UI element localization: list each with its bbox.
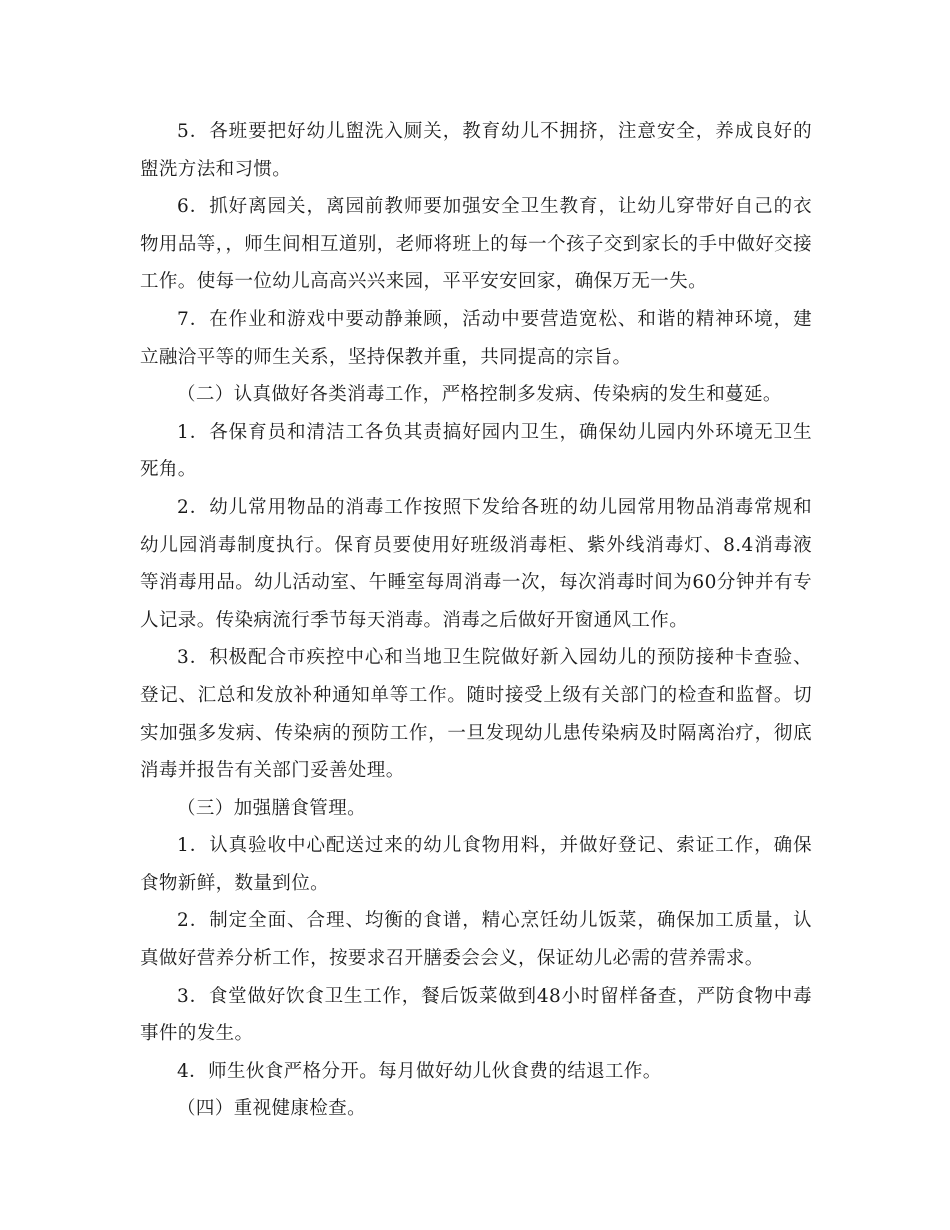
paragraph-disinfection-1: 1．各保育员和清洁工各负其责搞好园内卫生，确保幼儿园内外环境无卫生死角。: [140, 421, 812, 481]
section-heading-meals: （三）加强膳食管理。: [177, 797, 367, 819]
paragraph-item-7-activities: 7．在作业和游戏中要动静兼顾，活动中要营造宽松、和谐的精神环境，建立融洽平等的师生关系，坚持保教并重，共同提高的宗旨。: [140, 308, 812, 368]
paragraph-item-6-leaving: 6．抓好离园关，离园前教师要加强安全卫生教育，让幼儿穿带好自己的衣物用品等，，师生间相互道别，老师将班上的每一个孩子交到家长的手中做好交接工作。使每一位幼儿高高兴兴来园，平平安安回家，确保万无一失。: [140, 196, 812, 293]
section-heading-health-check: （四）重视健康检查。: [177, 1098, 367, 1120]
document-body: [140, 113, 812, 1128]
section-heading-disinfection: （二）认真做好各类消毒工作，严格控制多发病、传染病的发生和蔓延。: [177, 384, 782, 406]
paragraph-meals-1: 1．认真验收中心配送过来的幼儿食物用料，并做好登记、索证工作，确保食物新鲜，数量到位。: [140, 835, 812, 894]
paragraph-disinfection-3: 3．积极配合市疾控中心和当地卫生院做好新入园幼儿的预防接种卡查验、登记、汇总和发放补种通知单等工作。随时接受上级有关部门的检查和监督。切实加强多发病、传染病的预防工作，一旦发现幼儿患传染病及时隔离治疗，彻底消毒并报告有关部门妥善处理。: [140, 647, 812, 782]
paragraph-item-5-washing: 5．各班要把好幼儿盥洗入厕关，教育幼儿不拥挤，注意安全，养成良好的盥洗方法和习惯。: [140, 121, 812, 180]
paragraph-meals-2: 2．制定全面、合理、均衡的食谱，精心烹饪幼儿饭菜，确保加工质量，认真做好营养分析工作，按要求召开膳委会会义，保证幼儿必需的营养需求。: [140, 910, 812, 970]
paragraph-meals-3: 3．食堂做好饮食卫生工作，餐后饭菜做到48小时留样备查，严防食物中毒事件的发生。: [140, 985, 812, 1045]
paragraph-meals-4: 4．师生伙食严格分开。每月做好幼儿伙食费的结退工作。: [177, 1060, 662, 1082]
paragraph-disinfection-2: 2．幼儿常用物品的消毒工作按照下发给各班的幼儿园常用物品消毒常规和幼儿园消毒制度执行。保育员要使用好班级消毒柜、紫外线消毒灯、8.4消毒液等消毒用品。幼儿活动室、午睡室每周消毒一次，每次消毒时间为60分钟并有专人记录。传染病流行季节每天消毒。消毒之后做好开窗通风工作。: [140, 496, 812, 631]
